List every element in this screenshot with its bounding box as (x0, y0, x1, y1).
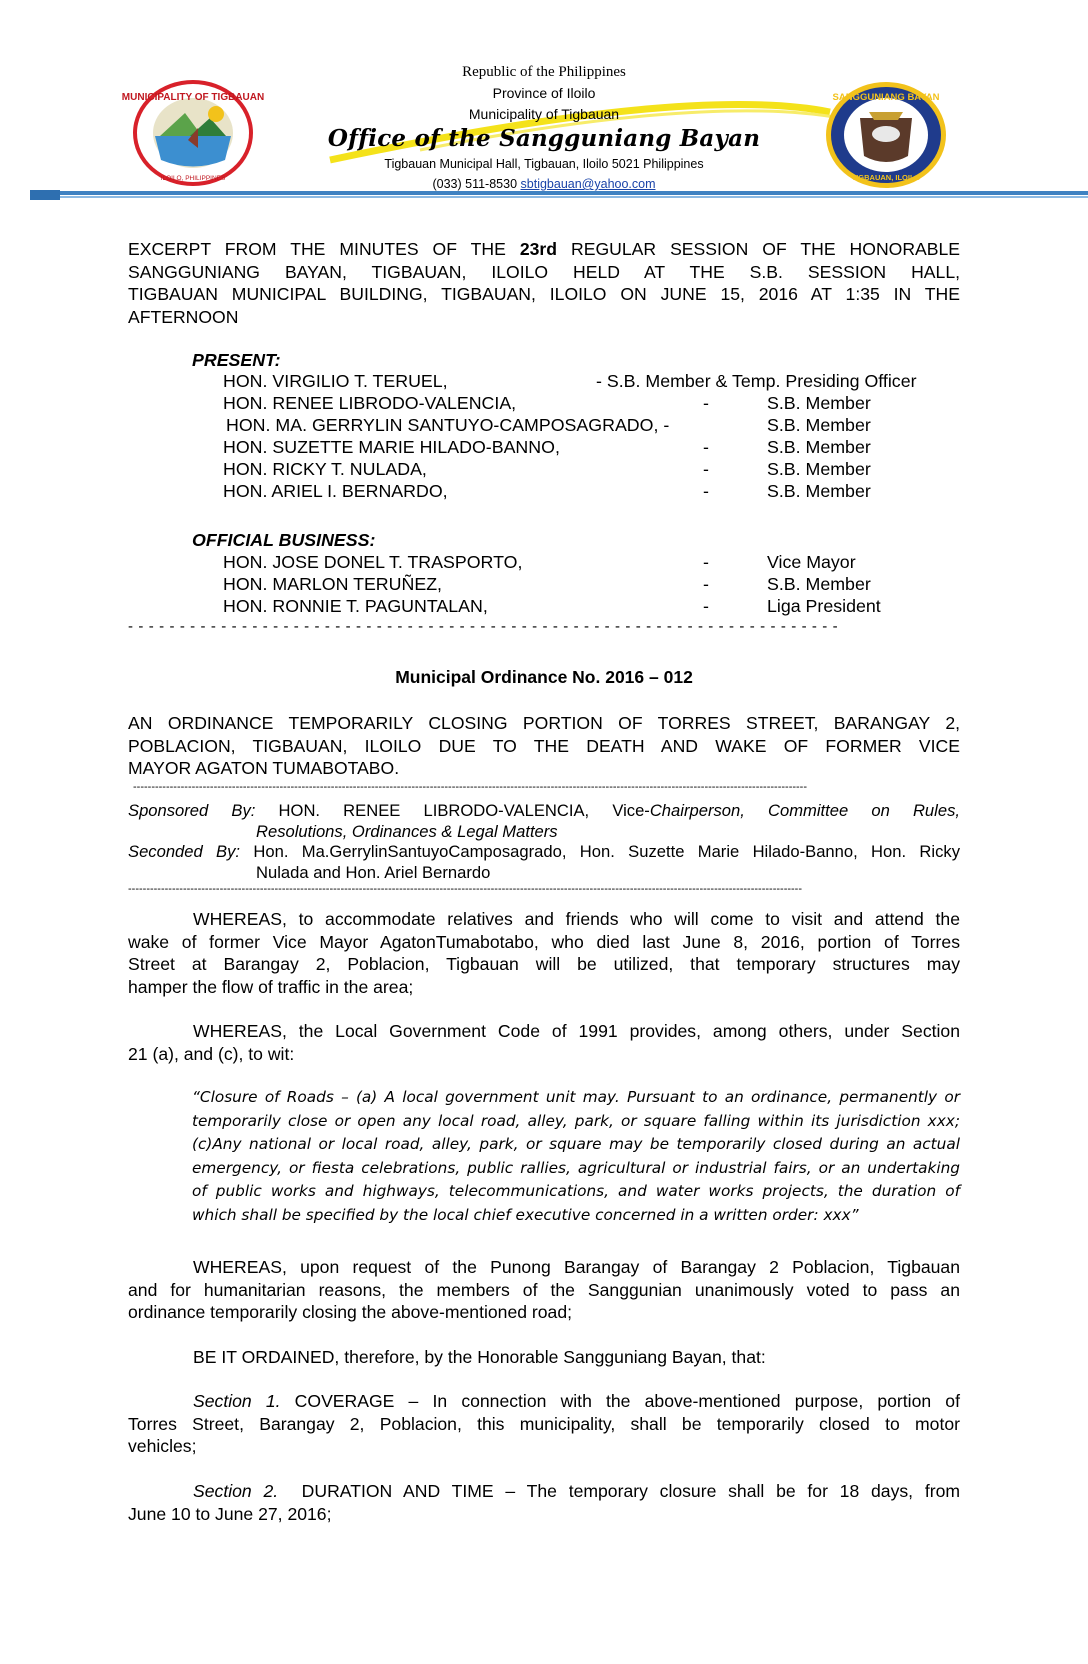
ordained-clause: BE IT ORDAINED, therefore, by the Honorable Sangguniang Bayan, that: (193, 1347, 766, 1367)
quote-line: emergency, or fiesta celebrations, public rallies, agricultural or industrial fairs, or an undertaking (192, 1158, 960, 1177)
email-link[interactable]: sbtigbauan@yahoo.com (520, 177, 656, 191)
member-dash: - (703, 596, 709, 616)
separator-line: - - - - - - - - - - - - - - - - - - - - - - - - - - - - - - - - - - - - - - - - - - - - - - - - - - - - - - - - - - - - - - - - - - - - - (128, 618, 839, 635)
municipality-line: Municipality of Tigbauan (468, 106, 620, 122)
legal-quotation (192, 1086, 960, 1228)
member-dash: - (703, 393, 709, 413)
member-name: HON. ARIEL I. BERNARDO, (223, 481, 448, 501)
excerpt-line-3: TIGBAUAN MUNICIPAL BUILDING, TIGBAUAN, ILOILO ON JUNE 15, 2016 AT 1:35 IN THE (128, 284, 960, 305)
member-name: HON. RENEE LIBRODO-VALENCIA, (223, 393, 517, 413)
seal-left-text: MUNICIPALITY OF TIGBAUAN (121, 92, 265, 103)
ordinance-title-line-3: MAYOR AGATON TUMABOTABO. (128, 758, 400, 779)
sponsored-by-label: Sponsored By: (128, 801, 256, 820)
member-role: - S.B. Member & Temp. Presiding Officer (596, 371, 917, 391)
seal-right-text: SANGGUNIANG BAYAN (832, 92, 940, 103)
quote-line: of public works and highways, telecommunications, and water works projects, the duration of (192, 1182, 960, 1201)
quote-line: which shall be specified by the local chief executive concerned in a written order: xxx” (192, 1205, 859, 1224)
member-role: S.B. Member (767, 459, 871, 479)
member-role: Liga President (767, 596, 881, 616)
whereas-clause-1: WHEREAS, to accommodate relatives and friends who will come to visit and attend the wake of former Vice Mayor AgatonTumabotabo, who died last June 8, 2016, portion of Torres Street at Barangay 2, Poblacion, Tigbauan will be utilized, that temporary structures may hamper the flow of traffic in the area; (128, 909, 960, 997)
official-business-row (223, 574, 963, 596)
official-business-row (223, 596, 963, 618)
republic-line: Republic of the Philippines (462, 64, 626, 80)
session-number: 23rd (519, 239, 558, 259)
member-role: S.B. Member (767, 415, 871, 435)
member-name: HON. RONNIE T. PAGUNTALAN, (223, 596, 488, 616)
member-role: Vice Mayor (767, 552, 856, 572)
official-business-heading: OFFICIAL BUSINESS: (192, 530, 376, 550)
section-1: Section 1. COVERAGE – In connection with the above-mentioned purpose, portion of Torres Street, Barangay 2, Poblacion, this municipality, shall be temporarily closed to motor vehicles; (128, 1391, 960, 1457)
ordinance-number: Municipal Ordinance No. 2016 – 012 (395, 667, 693, 687)
quote-line: (c)Any national or local road, alley, park, or square may be temporarily closed during an actual (192, 1135, 960, 1154)
seconded-line-2: Nulada and Hon. Ariel Bernardo (256, 862, 491, 882)
member-name: HON. VIRGILIO T. TERUEL, (223, 371, 448, 391)
sponsor-line-1: Sponsored By: HON. RENEE LIBRODO-VALENCIA, Vice-Chairperson, Committee on Rules, (128, 801, 960, 820)
sponsor-block (128, 801, 960, 883)
present-member-row (223, 393, 963, 415)
member-name: HON. MA. GERRYLIN SANTUYO-CAMPOSAGRADO, - (226, 415, 670, 435)
present-heading: PRESENT: (192, 350, 281, 370)
member-dash: - (703, 437, 709, 457)
whereas-clause-3: WHEREAS, upon request of the Punong Barangay of Barangay 2 Poblacion, Tigbauan and for humanitarian reasons, the members of the Sanggunian unanimously voted to pass an ordinance temporarily closing the above-mentioned road; (128, 1257, 960, 1323)
present-member-row (223, 481, 963, 503)
excerpt-line-2: SANGGUNIANG BAYAN, TIGBAUAN, ILOILO HELD AT THE S.B. SESSION HALL, (128, 261, 960, 282)
member-role: S.B. Member (767, 437, 871, 457)
excerpt-heading (128, 238, 960, 328)
quote-line: “Closure of Roads – (a) A local government unit may. Pursuant to an ordinance, permanently or (192, 1088, 960, 1106)
present-member-row (223, 371, 963, 393)
section-2: Section 2. DURATION AND TIME – The temporary closure shall be for 18 days, from June 10 to June 27, 2016; (128, 1481, 961, 1524)
seconded-by-label: Seconded By: (128, 842, 241, 861)
sponsor-line-2: Resolutions, Ordinances & Legal Matters (256, 821, 558, 841)
whereas-clause-2: WHEREAS, the Local Government Code of 1991 provides, among others, under Section 21 (a), and (c), to wit: (128, 1021, 960, 1064)
member-dash: - (703, 574, 709, 594)
separator-line: ---------------------------------------------------------------------------------------------------------------------------------------------------------------------------------------- (128, 883, 803, 895)
member-name: HON. RICKY T. NULADA, (223, 459, 427, 479)
member-dash: - (703, 481, 709, 501)
contact-line (0, 177, 1088, 191)
member-dash: - (703, 552, 709, 572)
ordinance-title-line-2: POBLACION, TIGBAUAN, ILOILO DUE TO THE DEATH AND WAKE OF FORMER VICE (128, 735, 960, 756)
excerpt-line-4: AFTERNOON (128, 306, 239, 327)
excerpt-line-1: EXCERPT FROM THE MINUTES OF THE 23rd REGULAR SESSION OF THE HONORABLE (128, 239, 961, 259)
seal-left-bottom-text: ILOILO, PHILIPPINES (160, 175, 226, 182)
member-role: S.B. Member (767, 393, 871, 413)
section-1-label: Section 1. (193, 1391, 281, 1411)
member-role: S.B. Member (767, 481, 871, 501)
province-line: Province of Iloilo (492, 85, 596, 101)
section-2-label: Section 2. (193, 1481, 279, 1501)
member-name: HON. JOSE DONEL T. TRASPORTO, (223, 552, 523, 572)
phone-number: (033) 511-8530 (432, 177, 518, 191)
ordinance-title-line-1: AN ORDINANCE TEMPORARILY CLOSING PORTION OF TORRES STREET, BARANGAY 2, (128, 713, 960, 733)
present-member-row (223, 459, 963, 481)
office-title: Office of the Sangguniang Bayan (327, 125, 761, 152)
present-member-row (223, 415, 963, 437)
official-business-row (223, 552, 963, 574)
present-member-row (223, 437, 963, 459)
office-address: Tigbauan Municipal Hall, Tigbauan, Iloilo 5021 Philippines (384, 157, 704, 171)
quote-line: temporarily close or open any local road, alley, park, or square falling within its jurisdiction xxx; (192, 1111, 960, 1130)
seal-right-bottom-text: TIGBAUAN, ILOILO (851, 173, 921, 182)
member-dash: - (703, 459, 709, 479)
ordinance-title (128, 712, 960, 780)
member-name: HON. SUZETTE MARIE HILADO-BANNO, (223, 437, 560, 457)
seconded-line-1: Seconded By: Hon. Ma.GerrylinSantuyoCamposagrado, Hon. Suzette Marie Hilado-Banno, Hon. Ricky (128, 842, 960, 861)
member-role: S.B. Member (767, 574, 871, 594)
separator-line: ---------------------------------------------------------------------------------------------------------------------------------------------------------------------------------------- (133, 781, 808, 793)
member-name: HON. MARLON TERUÑEZ, (223, 574, 442, 594)
